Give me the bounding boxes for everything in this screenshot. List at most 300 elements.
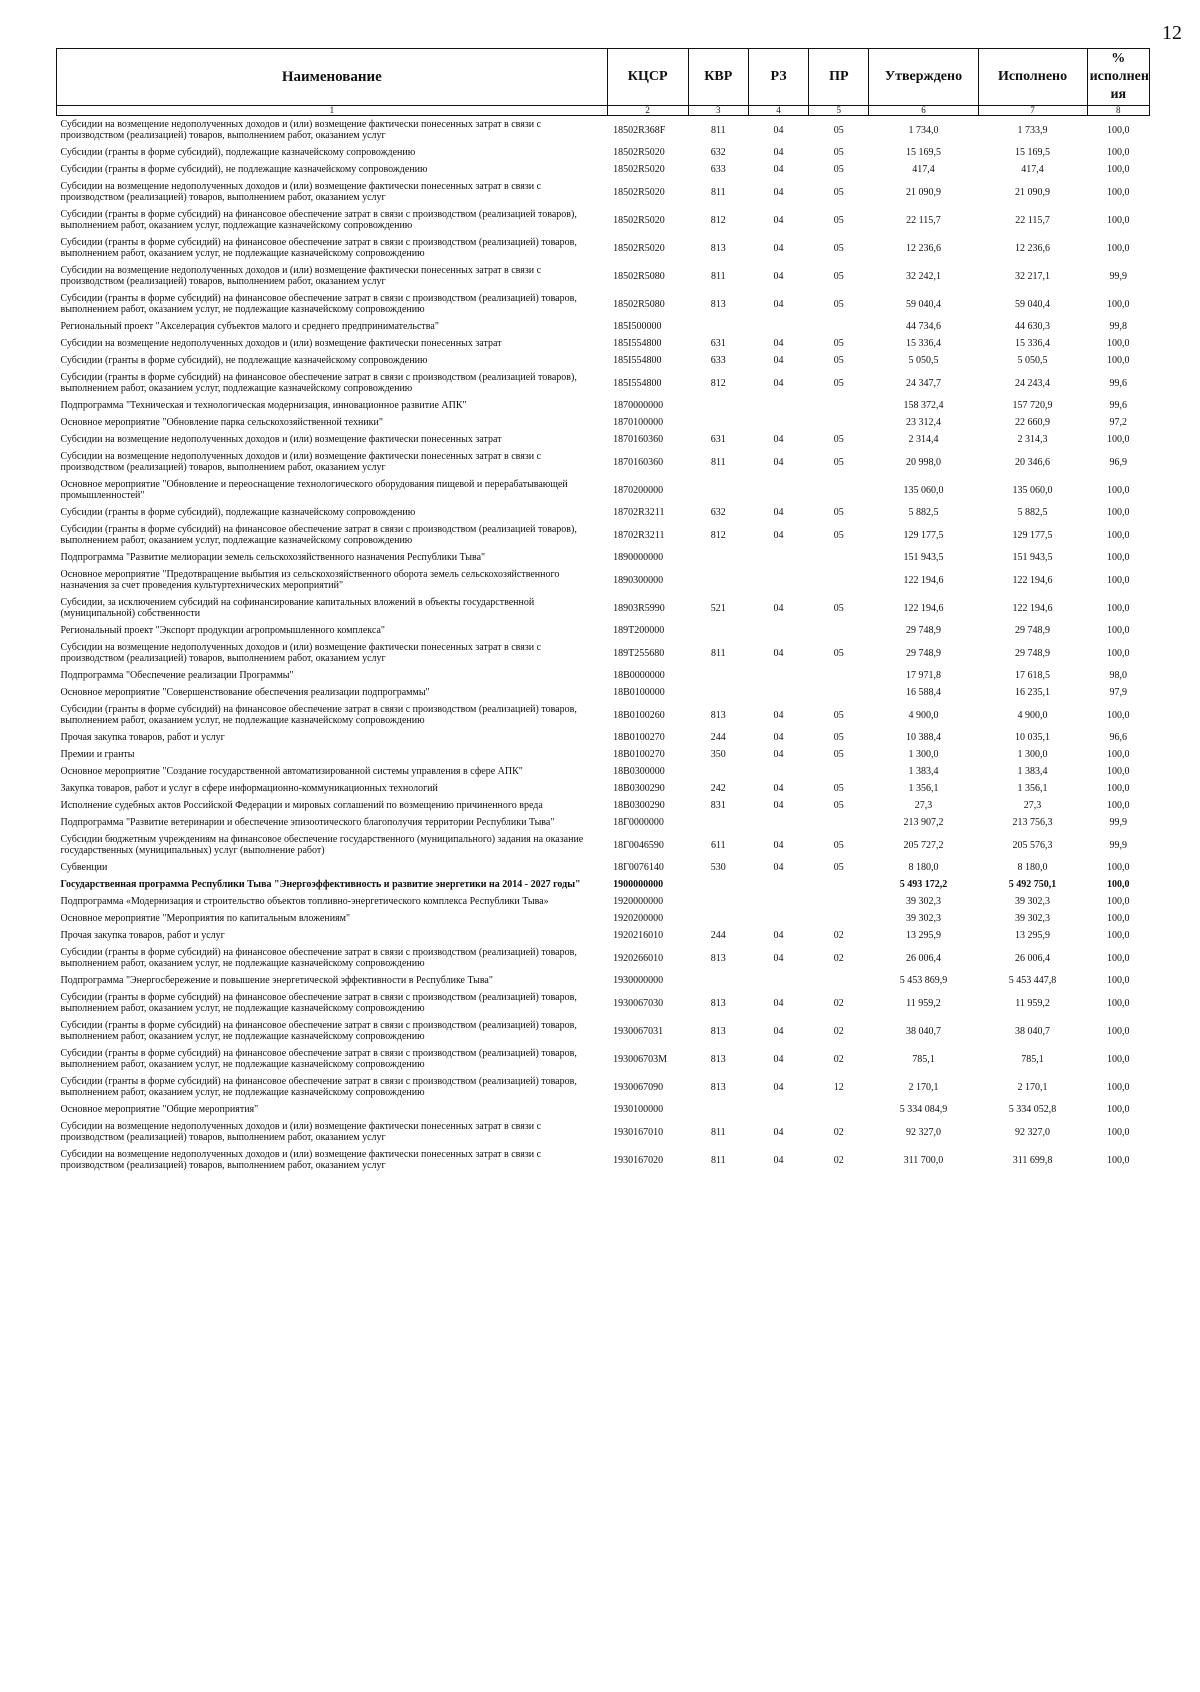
header-executed: Исполнено (978, 49, 1087, 106)
table-row (57, 1017, 1150, 1045)
cell-rz: 04 (773, 1154, 784, 1166)
cell-kcsr: 1870000000 (613, 400, 664, 411)
cell-rz: 04 (773, 647, 784, 659)
cell-executed: 59 040,4 (1015, 298, 1051, 310)
cell-approved: 92 327,0 (905, 1126, 941, 1138)
cell-kvr (688, 397, 748, 414)
cell-kcsr: 18502R5020 (613, 186, 665, 198)
cell-kvr: 811 (710, 647, 726, 659)
cell-kcsr: 18B0100270 (613, 732, 665, 743)
cell-kvr (688, 667, 748, 684)
cell-kvr: 812 (710, 529, 726, 541)
cell-name: Субсидии на возмещение недополученных доходов и (или) возмещение фактически понесенных затрат в связи с производством (реализацией) товаров, выполнением работ, оказанием услуг (60, 119, 542, 141)
cell-kcsr: 1920200000 (613, 913, 664, 924)
cell-name: Основное мероприятие "Создание государственной автоматизированной системы управления в сфере АПК" (60, 766, 523, 777)
table-row (57, 318, 1150, 335)
cell-pr: 05 (833, 507, 844, 518)
cell-executed: 151 943,5 (1012, 552, 1053, 563)
cell-executed: 1 356,1 (1017, 783, 1048, 794)
cell-kcsr: 1900000000 (613, 879, 664, 890)
cell-percent: 100,0 (1107, 484, 1130, 496)
cell-approved: 129 177,5 (903, 529, 944, 541)
column-number: 3 (688, 106, 748, 116)
cell-percent: 100,0 (1107, 997, 1130, 1009)
cell-percent: 100,0 (1107, 709, 1130, 721)
cell-percent: 100,0 (1107, 602, 1130, 614)
cell-pr: 05 (833, 124, 844, 136)
cell-percent: 98,0 (1109, 670, 1128, 681)
cell-approved: 24 347,7 (905, 377, 941, 389)
cell-pr: 05 (833, 298, 844, 310)
cell-kcsr: 1930167020 (613, 1154, 664, 1166)
cell-percent: 100,0 (1107, 1081, 1130, 1093)
page-number: 12 (1162, 22, 1182, 44)
cell-kcsr: 1930067031 (613, 1025, 664, 1037)
cell-name: Субсидии (гранты в форме субсидий) на финансовое обеспечение затрат в связи с производством (реализацией) товаров, выполнением работ, оказанием услуг, не подлежащие казначейскому сопровождению (60, 237, 577, 259)
column-number: 4 (748, 106, 808, 116)
cell-executed: 10 035,1 (1015, 732, 1051, 743)
cell-kcsr: 18B0300290 (613, 800, 665, 811)
cell-name: Прочая закупка товаров, работ и услуг (60, 930, 225, 941)
cell-kcsr: 1920216010 (613, 930, 664, 941)
cell-approved: 39 302,3 (905, 896, 941, 907)
cell-kcsr: 18Г0046590 (613, 839, 664, 851)
cell-pr (809, 667, 869, 684)
table-row (57, 549, 1150, 566)
cell-rz: 04 (773, 529, 784, 541)
cell-kvr (688, 876, 748, 893)
cell-percent: 100,0 (1107, 574, 1130, 586)
table-row (57, 1118, 1150, 1146)
cell-percent: 100,0 (1107, 242, 1130, 254)
cell-pr (809, 972, 869, 989)
cell-percent: 100,0 (1107, 552, 1130, 563)
cell-name: Подпрограмма "Энергосбережение и повышение энергетической эффективности в Республике Тыва" (60, 975, 493, 986)
cell-kcsr: 18502R5020 (613, 164, 665, 175)
cell-executed: 11 959,2 (1015, 997, 1050, 1009)
table-row (57, 116, 1150, 145)
cell-name: Субсидии на возмещение недополученных доходов и (или) возмещение фактически понесенных затрат в связи с производством (реализацией) товаров, выполнением работ, оказанием услуг (60, 451, 542, 473)
table-row (57, 927, 1150, 944)
cell-pr (809, 414, 869, 431)
cell-approved: 29 748,9 (905, 647, 941, 659)
cell-name: Субсидии (гранты в форме субсидий) на финансовое обеспечение затрат в связи с производством (реализацией) товаров, выполнением работ, оказанием услуг, не подлежащие казначейскому сопровождению (60, 992, 577, 1014)
cell-executed: 1 733,9 (1017, 124, 1048, 136)
cell-executed: 2 170,1 (1017, 1081, 1048, 1093)
cell-approved: 44 734,6 (905, 321, 941, 332)
column-number: 7 (978, 106, 1087, 116)
cell-kcsr: 18B0300000 (613, 766, 665, 777)
cell-approved: 59 040,4 (905, 298, 941, 310)
cell-kcsr: 18B0100000 (613, 687, 665, 698)
header-row (57, 49, 1150, 106)
cell-approved: 2 314,4 (908, 434, 939, 445)
cell-kcsr: 18903R5990 (613, 602, 665, 614)
cell-kvr: 244 (710, 732, 726, 743)
cell-approved: 21 090,9 (905, 186, 941, 198)
cell-rz: 04 (773, 298, 784, 310)
cell-percent: 100,0 (1107, 1126, 1130, 1138)
cell-name: Основное мероприятие "Обновление и переоснащение технологического оборудования пищевой и перерабатывающей промышленностей" (60, 479, 568, 501)
cell-rz: 04 (773, 997, 784, 1009)
cell-pr: 05 (833, 800, 844, 811)
table-row (57, 1101, 1150, 1118)
table-row (57, 206, 1150, 234)
cell-kvr: 632 (710, 147, 726, 158)
cell-percent: 100,0 (1107, 298, 1130, 310)
cell-percent: 100,0 (1107, 625, 1130, 636)
cell-approved: 135 060,0 (903, 484, 944, 496)
table-row (57, 831, 1150, 859)
cell-kcsr: 18502R5020 (613, 214, 665, 226)
cell-kcsr: 18Г0076140 (613, 862, 664, 873)
cell-pr (809, 763, 869, 780)
header-name: Наименование (57, 49, 608, 106)
table-row (57, 290, 1150, 318)
cell-kcsr: 18702R3211 (613, 507, 665, 518)
cell-kvr: 811 (710, 124, 726, 136)
cell-rz: 04 (773, 164, 784, 175)
cell-kcsr: 1870160360 (613, 456, 664, 468)
cell-executed: 44 630,3 (1015, 321, 1051, 332)
cell-kcsr: 1870160360 (613, 434, 664, 445)
cell-approved: 16 588,4 (905, 687, 941, 698)
cell-pr: 02 (833, 1126, 844, 1138)
cell-rz (748, 397, 808, 414)
cell-percent: 100,0 (1107, 529, 1130, 541)
cell-name: Субсидии (гранты в форме субсидий) на финансовое обеспечение затрат в связи с производством (реализацией) товаров, выполнением работ, оказанием услуг, не подлежащие казначейскому сопровождению (60, 293, 577, 315)
cell-approved: 213 907,2 (903, 817, 944, 828)
table-row (57, 521, 1150, 549)
cell-kvr (688, 318, 748, 335)
cell-pr: 05 (833, 377, 844, 389)
header-kcsr: КЦСР (607, 49, 688, 106)
cell-percent: 100,0 (1107, 147, 1130, 158)
cell-kvr: 633 (710, 355, 726, 366)
cell-kvr: 813 (710, 242, 726, 254)
cell-kcsr: 18Г0000000 (613, 817, 664, 828)
cell-executed: 311 699,8 (1012, 1154, 1053, 1166)
cell-approved: 205 727,2 (903, 839, 944, 851)
table-row (57, 972, 1150, 989)
cell-executed: 29 748,9 (1015, 625, 1051, 636)
cell-name: Субсидии (гранты в форме субсидий) на финансовое обеспечение затрат в связи с производством (реализацией товаров), выполнением работ, оказанием услуг, подлежащие казначейскому сопровождению (60, 372, 577, 394)
cell-kvr: 812 (710, 214, 726, 226)
cell-executed: 5 050,5 (1017, 355, 1048, 366)
cell-rz: 04 (773, 839, 784, 851)
cell-kvr: 813 (710, 997, 726, 1009)
cell-executed: 122 194,6 (1012, 574, 1053, 586)
cell-pr: 05 (833, 862, 844, 873)
cell-rz: 04 (773, 1126, 784, 1138)
cell-executed: 122 194,6 (1012, 602, 1053, 614)
cell-rz: 04 (773, 377, 784, 389)
column-number: 5 (809, 106, 869, 116)
cell-name: Субсидии (гранты в форме субсидий) на финансовое обеспечение затрат в связи с производством (реализацией товаров), выполнением работ, оказанием услуг, подлежащие казначейскому сопровождению (60, 524, 577, 546)
cell-approved: 5 050,5 (908, 355, 939, 366)
header-rz: РЗ (748, 49, 808, 106)
cell-percent: 97,9 (1109, 687, 1128, 698)
table-row (57, 893, 1150, 910)
cell-rz (748, 549, 808, 566)
cell-executed: 16 235,1 (1015, 687, 1051, 698)
cell-pr: 05 (833, 529, 844, 541)
table-row (57, 161, 1150, 178)
cell-rz: 04 (773, 456, 784, 468)
cell-percent: 100,0 (1107, 975, 1130, 986)
cell-kcsr: 185I554800 (613, 338, 662, 349)
cell-name: Премии и гранты (60, 749, 135, 760)
cell-kcsr: 1920266010 (613, 952, 664, 964)
cell-name: Субсидии на возмещение недополученных доходов и (или) возмещение фактически понесенных затрат в связи с производством (реализацией) товаров, выполнением работ, оказанием услуг (60, 181, 542, 203)
cell-pr: 05 (833, 749, 844, 760)
cell-executed: 417,4 (1021, 164, 1044, 175)
cell-approved: 15 336,4 (905, 338, 941, 349)
cell-pr: 02 (833, 1025, 844, 1037)
cell-name: Региональный проект "Акселерация субъектов малого и среднего предпринимательства" (60, 321, 439, 332)
cell-rz: 04 (773, 952, 784, 964)
cell-kvr: 811 (710, 270, 726, 282)
table-row (57, 701, 1150, 729)
table-row (57, 989, 1150, 1017)
cell-kvr: 831 (710, 800, 726, 811)
cell-executed: 29 748,9 (1015, 647, 1051, 659)
cell-executed: 38 040,7 (1015, 1025, 1051, 1037)
cell-kcsr: 18502R5020 (613, 147, 665, 158)
cell-rz: 04 (773, 602, 784, 614)
cell-pr: 02 (833, 1053, 844, 1065)
cell-name: Субсидии на возмещение недополученных доходов и (или) возмещение фактически понесенных затрат в связи с производством (реализацией) товаров, выполнением работ, оказанием услуг (60, 265, 542, 287)
cell-name: Субсидии (гранты в форме субсидий), не подлежащие казначейскому сопровождению (60, 355, 428, 366)
cell-name: Субсидии (гранты в форме субсидий) на финансовое обеспечение затрат в связи с производством (реализацией) товаров, выполнением работ, оказанием услуг, не подлежащие казначейскому сопровождению (60, 947, 577, 969)
cell-rz (748, 566, 808, 594)
cell-kvr: 813 (710, 1025, 726, 1037)
cell-percent: 100,0 (1107, 338, 1130, 349)
cell-kcsr: 18502R368F (613, 124, 666, 136)
cell-percent: 100,0 (1107, 164, 1130, 175)
cell-rz (748, 893, 808, 910)
cell-percent: 100,0 (1107, 930, 1130, 941)
cell-pr: 05 (833, 732, 844, 743)
cell-name: Субсидии на возмещение недополученных доходов и (или) возмещение фактически понесенных затрат (60, 434, 502, 445)
cell-kvr (688, 566, 748, 594)
cell-name: Основное мероприятие "Мероприятия по капитальным вложениям" (60, 913, 351, 924)
cell-name: Субсидии (гранты в форме субсидий) на финансовое обеспечение затрат в связи с производством (реализацией) товаров, выполнением работ, оказанием услуг, не подлежащие казначейскому сопровождению (60, 1048, 577, 1070)
cell-percent: 100,0 (1107, 507, 1130, 518)
cell-approved: 29 748,9 (905, 625, 941, 636)
cell-approved: 32 242,1 (905, 270, 941, 282)
cell-approved: 17 971,8 (905, 670, 941, 681)
cell-name: Субсидии (гранты в форме субсидий) на финансовое обеспечение затрат в связи с производством (реализацией) товаров, выполнением работ, оказанием услуг, не подлежащие казначейскому сопровождению (60, 1020, 577, 1042)
table-row (57, 622, 1150, 639)
cell-name: Подпрограмма "Развитие ветеринарии и обеспечение эпизоотического благополучия территории Республики Тыва" (60, 817, 555, 828)
cell-approved: 151 943,5 (903, 552, 944, 563)
cell-pr (809, 397, 869, 414)
cell-name: Субсидии (гранты в форме субсидий) на финансовое обеспечение затрат в связи с производством (реализацией товаров), выполнением работ, оказанием услуг, подлежащие казначейскому сопровождению (60, 209, 577, 231)
cell-approved: 27,3 (914, 800, 933, 811)
cell-kcsr: 18B0100260 (613, 709, 665, 721)
cell-name: Подпрограмма "Развитие мелиорации земель сельскохозяйственного назначения Республики Тыва" (60, 552, 486, 563)
cell-pr: 05 (833, 602, 844, 614)
cell-pr (809, 549, 869, 566)
cell-rz: 04 (773, 800, 784, 811)
cell-executed: 27,3 (1023, 800, 1042, 811)
cell-name: Субсидии на возмещение недополученных доходов и (или) возмещение фактически понесенных затрат в связи с производством (реализацией) товаров, выполнением работ, оказанием услуг (60, 642, 542, 664)
cell-percent: 100,0 (1107, 896, 1130, 907)
cell-kvr: 611 (710, 839, 726, 851)
cell-percent: 96,9 (1109, 456, 1128, 468)
table-row (57, 504, 1150, 521)
cell-executed: 39 302,3 (1015, 913, 1051, 924)
cell-pr: 02 (833, 1154, 844, 1166)
cell-rz: 04 (773, 338, 784, 349)
cell-kcsr: 185I554800 (613, 377, 662, 389)
cell-kcsr: 18B0300290 (613, 783, 665, 794)
cell-percent: 99,6 (1109, 377, 1128, 389)
cell-percent: 99,9 (1109, 270, 1128, 282)
cell-kvr: 632 (710, 507, 726, 518)
cell-percent: 100,0 (1107, 913, 1130, 924)
cell-pr (809, 893, 869, 910)
cell-pr: 02 (833, 930, 844, 941)
cell-name: Основное мероприятие "Общие мероприятия" (60, 1104, 259, 1115)
cell-kvr (688, 893, 748, 910)
cell-kcsr: 18B0000000 (613, 670, 665, 681)
cell-percent: 97,2 (1109, 417, 1128, 428)
cell-executed: 21 090,9 (1015, 186, 1051, 198)
cell-kvr: 242 (710, 783, 726, 794)
cell-approved: 13 295,9 (905, 930, 941, 941)
cell-kvr (688, 414, 748, 431)
table-row (57, 431, 1150, 448)
cell-kvr (688, 476, 748, 504)
cell-executed: 5 453 447,8 (1008, 975, 1057, 986)
cell-rz (748, 814, 808, 831)
cell-pr: 05 (833, 839, 844, 851)
cell-kcsr: 193006703M (613, 1053, 668, 1065)
cell-approved: 38 040,7 (905, 1025, 941, 1037)
cell-executed: 24 243,4 (1015, 377, 1051, 389)
cell-approved: 1 356,1 (908, 783, 939, 794)
cell-percent: 100,0 (1107, 355, 1130, 366)
cell-rz (748, 622, 808, 639)
cell-executed: 5 882,5 (1017, 507, 1048, 518)
cell-kvr (688, 814, 748, 831)
cell-executed: 17 618,5 (1015, 670, 1051, 681)
cell-kvr: 811 (710, 1154, 726, 1166)
cell-pr (809, 318, 869, 335)
cell-percent: 100,0 (1107, 214, 1130, 226)
cell-kvr: 813 (710, 952, 726, 964)
cell-approved: 417,4 (912, 164, 935, 175)
cell-kcsr: 1890300000 (613, 574, 664, 586)
cell-kvr: 811 (710, 456, 726, 468)
cell-approved: 4 900,0 (908, 709, 939, 721)
cell-percent: 100,0 (1107, 124, 1130, 136)
cell-name: Государственная программа Республики Тыва "Энергоэффективность и развитие энергетики на 2014 - 2027 годы" (60, 879, 581, 890)
cell-kvr (688, 684, 748, 701)
cell-pr: 05 (833, 783, 844, 794)
cell-pr: 05 (833, 242, 844, 254)
table-row (57, 859, 1150, 876)
cell-kvr: 812 (710, 377, 726, 389)
cell-pr (809, 684, 869, 701)
cell-name: Субсидии (гранты в форме субсидий) на финансовое обеспечение затрат в связи с производством (реализацией) товаров, выполнением работ, оказанием услуг, не подлежащие казначейскому сопровождению (60, 1076, 577, 1098)
cell-rz: 04 (773, 749, 784, 760)
cell-rz (748, 910, 808, 927)
cell-name: Субсидии бюджетным учреждениям на финансовое обеспечение государственного (муниципального) задания на оказание государственных (муниципальных) услуг (выполнение работ) (60, 834, 584, 856)
cell-name: Субсидии на возмещение недополученных доходов и (или) возмещение фактически понесенных затрат в связи с производством (реализацией) товаров, выполнением работ, оказанием услуг (60, 1121, 542, 1143)
header-approved: Утверждено (869, 49, 978, 106)
cell-kcsr: 18502R5080 (613, 298, 665, 310)
cell-rz: 04 (773, 186, 784, 198)
cell-kcsr: 185I500000 (613, 321, 662, 332)
cell-kcsr: 1890000000 (613, 552, 664, 563)
cell-executed: 129 177,5 (1012, 529, 1053, 541)
cell-executed: 785,1 (1021, 1053, 1044, 1065)
table-row (57, 797, 1150, 814)
cell-kvr: 631 (710, 338, 726, 349)
cell-rz (748, 476, 808, 504)
cell-name: Прочая закупка товаров, работ и услуг (60, 732, 225, 743)
cell-approved: 20 998,0 (905, 456, 941, 468)
cell-executed: 205 576,3 (1012, 839, 1053, 851)
cell-pr: 05 (833, 434, 844, 445)
cell-executed: 135 060,0 (1012, 484, 1053, 496)
cell-pr (809, 622, 869, 639)
table-row (57, 352, 1150, 369)
cell-kvr: 813 (710, 298, 726, 310)
cell-percent: 100,0 (1107, 749, 1130, 760)
cell-kvr: 813 (710, 1081, 726, 1093)
cell-executed: 20 346,6 (1015, 456, 1051, 468)
cell-kvr (688, 549, 748, 566)
table-row (57, 262, 1150, 290)
cell-kvr (688, 622, 748, 639)
cell-percent: 100,0 (1107, 1104, 1130, 1115)
cell-pr: 05 (833, 214, 844, 226)
cell-name: Субсидии на возмещение недополученных доходов и (или) возмещение фактически понесенных затрат в связи с производством (реализацией) товаров, выполнением работ, оказанием услуг (60, 1149, 542, 1171)
cell-percent: 100,0 (1107, 434, 1130, 445)
column-number: 8 (1087, 106, 1149, 116)
cell-approved: 2 170,1 (908, 1081, 939, 1093)
cell-executed: 1 300,0 (1017, 749, 1048, 760)
cell-approved: 22 115,7 (906, 214, 941, 226)
cell-percent: 100,0 (1107, 186, 1130, 198)
table-row (57, 1045, 1150, 1073)
cell-executed: 2 314,3 (1017, 434, 1048, 445)
table-row (57, 684, 1150, 701)
cell-executed: 22 115,7 (1015, 214, 1050, 226)
cell-name: Основное мероприятие "Обновление парка сельскохозяйственной техники" (60, 417, 383, 428)
header-kvr: КВР (688, 49, 748, 106)
cell-rz: 04 (773, 1081, 784, 1093)
cell-executed: 15 336,4 (1015, 338, 1051, 349)
column-number: 2 (607, 106, 688, 116)
table-row (57, 1146, 1150, 1174)
table-row (57, 335, 1150, 352)
cell-rz (748, 1101, 808, 1118)
cell-rz: 04 (773, 1025, 784, 1037)
cell-approved: 311 700,0 (903, 1154, 944, 1166)
cell-percent: 100,0 (1107, 952, 1130, 964)
cell-approved: 11 959,2 (906, 997, 941, 1009)
cell-name: Субсидии (гранты в форме субсидий), не подлежащие казначейскому сопровождению (60, 164, 428, 175)
cell-kvr: 244 (710, 930, 726, 941)
cell-name: Основное мероприятие "Совершенствование обеспечения реализации подпрограммы" (60, 687, 430, 698)
table-row (57, 667, 1150, 684)
cell-approved: 785,1 (912, 1053, 935, 1065)
